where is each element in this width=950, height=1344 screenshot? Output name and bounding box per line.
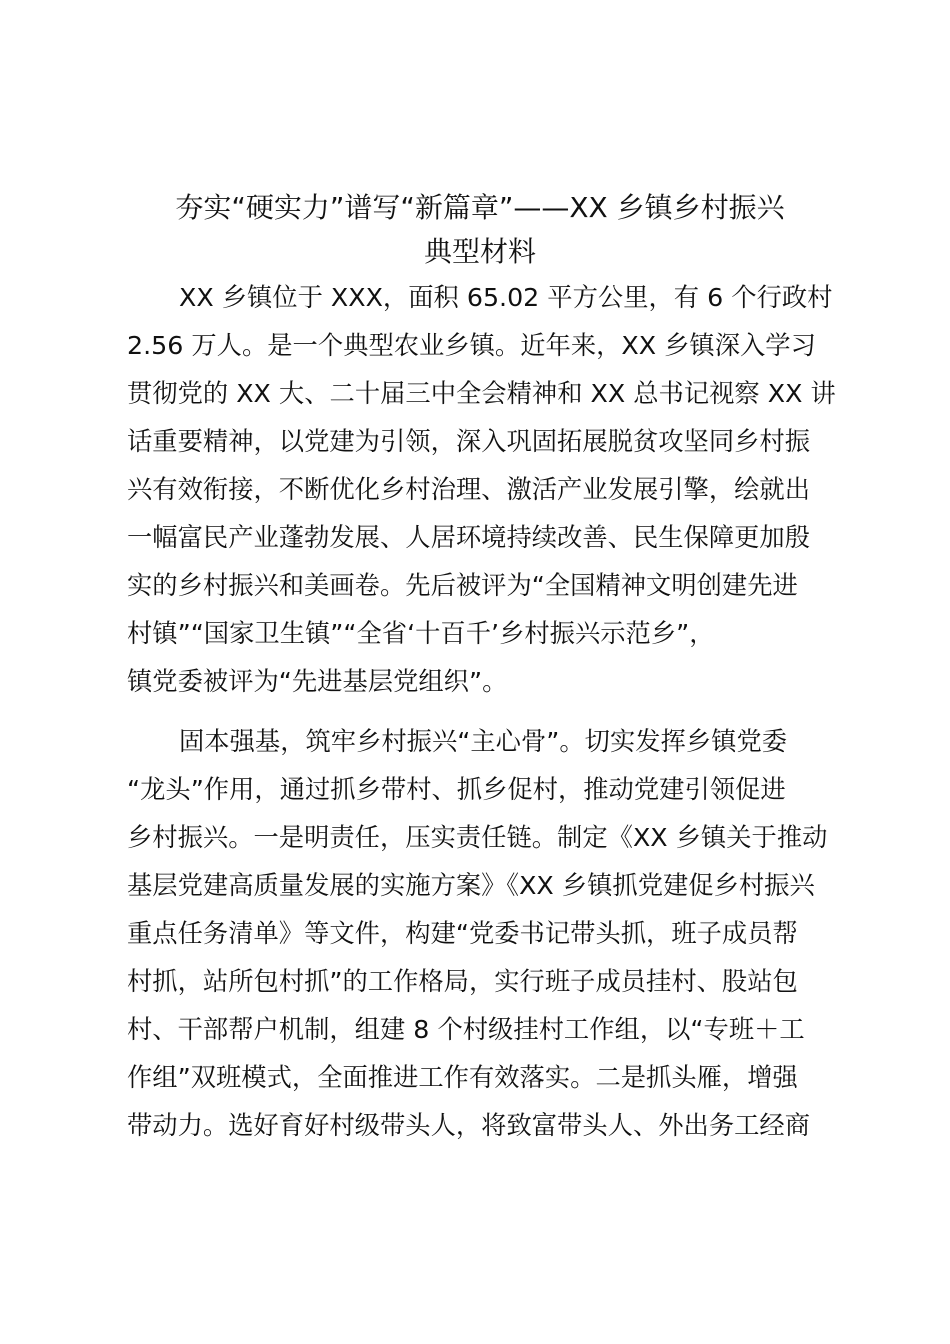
paragraph-intro (127, 274, 836, 706)
paragraph-line: 村镇”“国家卫生镇”“全省‘十百千’乡村振兴示范乡”， (127, 619, 715, 648)
paragraph-foundation (127, 718, 833, 1150)
paragraph-line: 一幅富民产业蓬勃发展、人居环境持续改善、民生保障更加殷 (127, 523, 811, 552)
paragraph-line: 话重要精神，以党建为引领，深入巩固拓展脱贫攻坚同乡村振 (127, 427, 811, 456)
paragraph-line: 乡村振兴。一是明责任，压实责任链。制定《XX 乡镇关于推动 (127, 823, 828, 852)
paragraph-line: XX 乡镇位于 XXX，面积 65.02 平方公里，有 6 个行政村 (179, 283, 833, 312)
document-title (127, 186, 833, 274)
title-line: 典型材料 (423, 235, 536, 268)
paragraph-line: 实的乡村振兴和美画卷。先后被评为“全国精神文明创建先进 (127, 571, 798, 600)
paragraph-line: 作组”双班模式，全面推进工作有效落实。二是抓头雁，增强 (127, 1063, 798, 1092)
paragraph-line: 重点任务清单》等文件，构建“党委书记带头抓，班子成员帮 (127, 919, 798, 948)
paragraph-spacer (127, 706, 833, 718)
paragraph-line: 村抓，站所包村抓”的工作格局，实行班子成员挂村、股站包 (127, 967, 798, 996)
paragraph-line: “龙头”作用，通过抓乡带村、抓乡促村，推动党建引领促进 (127, 775, 786, 804)
paragraph-line: 基层党建高质量发展的实施方案》《XX 乡镇抓党建促乡村振兴 (127, 871, 815, 900)
paragraph-line: 贯彻党的 XX 大、二十届三中全会精神和 XX 总书记视察 XX 讲 (127, 379, 836, 408)
paragraph-line: 2.56 万人。是一个典型农业乡镇。近年来，XX 乡镇深入学习 (127, 331, 816, 360)
paragraph-line: 村、干部帮户机制，组建 8 个村级挂村工作组，以“专班＋工 (127, 1015, 805, 1044)
paragraph-line: 兴有效衔接，不断优化乡村治理、激活产业发展引擎，绘就出 (127, 475, 811, 504)
title-line: 夯实“硬实力”谱写“新篇章”——XX 乡镇乡村振兴 (175, 191, 785, 224)
paragraph-line: 固本强基，筑牢乡村振兴“主心骨”。切实发挥乡镇党委 (179, 727, 788, 756)
paragraph-line: 带动力。选好育好村级带头人，将致富带头人、外出务工经商 (127, 1111, 811, 1140)
paragraph-line: 镇党委被评为“先进基层党组织”。 (127, 667, 508, 696)
document-body (127, 186, 836, 1150)
